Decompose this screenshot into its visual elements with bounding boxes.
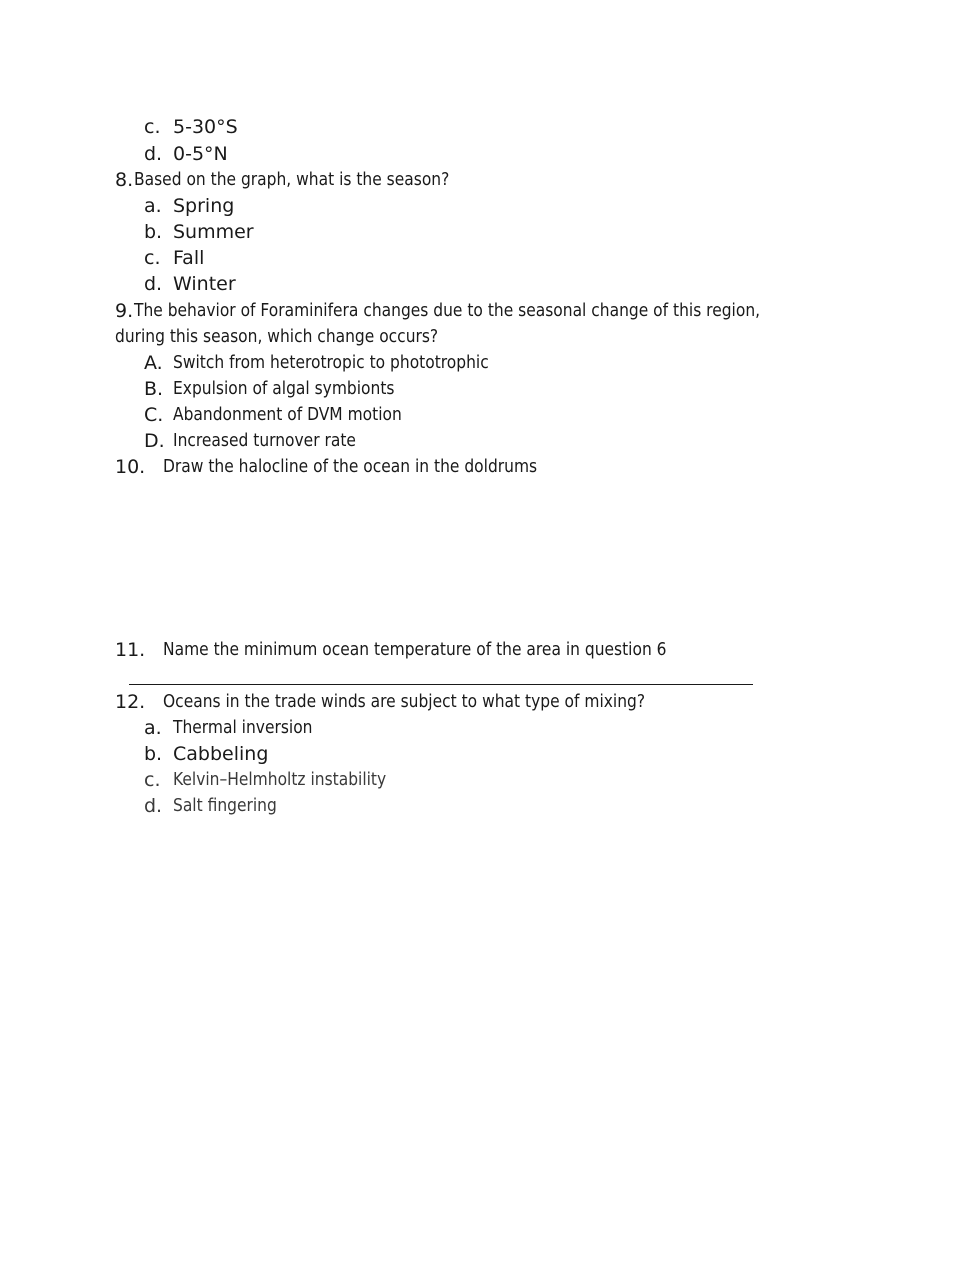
option-marker: d. (144, 143, 163, 165)
option-text: 5-30°S (173, 116, 238, 138)
option-text: Summer (173, 221, 254, 243)
option-marker: B. (144, 378, 164, 400)
question-text: during this season, which change occurs? (115, 326, 439, 347)
option-text: Switch from heterotropic to phototrophic (173, 352, 489, 373)
option-text: 0-5°N (173, 143, 228, 165)
option-marker: c. (144, 116, 161, 138)
question-number: 11. (115, 639, 146, 661)
question-text: Name the minimum ocean temperature of the area in question 6 (163, 639, 667, 660)
option-text: Spring (173, 195, 235, 217)
option-marker: d. (144, 795, 163, 817)
question-number: 9. (115, 300, 134, 322)
option-marker: b. (144, 221, 163, 243)
option-marker: c. (144, 769, 161, 791)
question-text: Based on the graph, what is the season? (134, 169, 450, 190)
option-marker: a. (144, 717, 162, 739)
option-text: Expulsion of algal symbionts (173, 378, 395, 399)
option-text: Winter (173, 273, 236, 295)
option-marker: a. (144, 195, 162, 217)
option-text: Increased turnover rate (173, 430, 356, 451)
question-text: Oceans in the trade winds are subject to what type of mixing? (163, 691, 646, 712)
option-text: Abandonment of DVM motion (173, 404, 402, 425)
answer-blank-line[interactable] (129, 684, 753, 685)
option-text: Salt fingering (173, 795, 277, 816)
option-text: Cabbeling (173, 743, 269, 765)
option-marker: c. (144, 247, 161, 269)
option-marker: D. (144, 430, 165, 452)
question-text: The behavior of Foraminifera changes due to the seasonal change of this region, (134, 300, 761, 321)
option-text: Kelvin–Helmholtz instability (173, 769, 387, 790)
option-marker: b. (144, 743, 163, 765)
option-text: Thermal inversion (173, 717, 313, 738)
option-marker: C. (144, 404, 164, 426)
option-text: Fall (173, 247, 205, 269)
question-number: 12. (115, 691, 146, 713)
option-marker: A. (144, 352, 163, 374)
question-number: 10. (115, 456, 146, 478)
question-text: Draw the halocline of the ocean in the doldrums (163, 456, 538, 477)
option-marker: d. (144, 273, 163, 295)
question-number: 8. (115, 169, 134, 191)
